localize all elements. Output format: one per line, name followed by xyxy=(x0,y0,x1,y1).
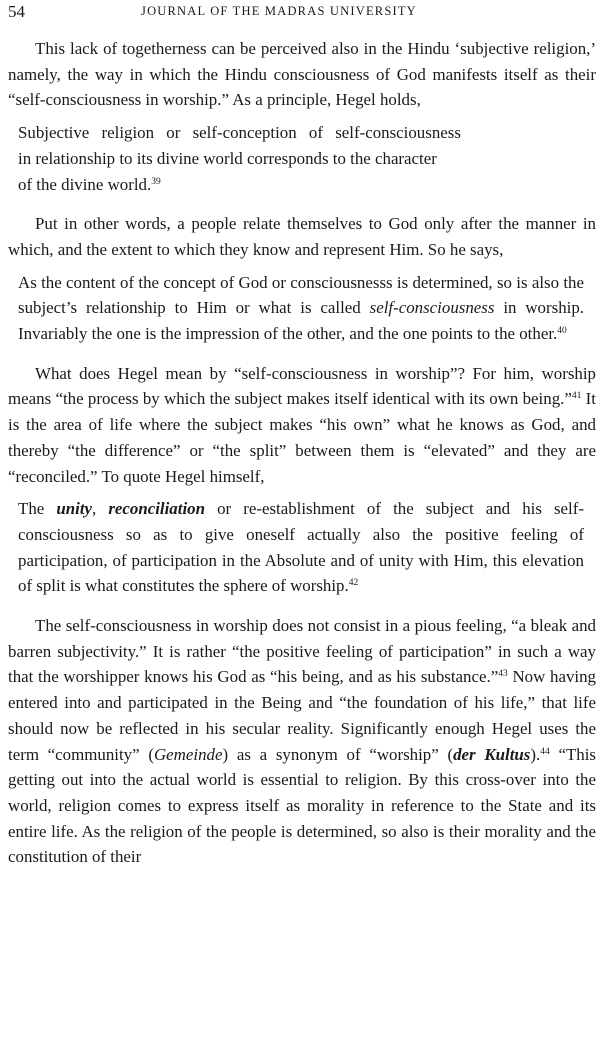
block-quote-1-line-2: in relationship to its divine world corresponds to the character xyxy=(18,148,437,168)
paragraph-4-text-c: ) as a synonym of “worship” ( xyxy=(222,744,454,764)
paragraph-4-text-a: The self-consciousness in worship does not consist in a pious feeling, “a bleak and barren subjectivity.” It is rather “the positive feeling of participation” in such a way that the worshipper knows his God as “his being, and as his substance.” xyxy=(8,616,596,687)
paragraph-2: Put in other words, a people relate themselves to God only after the manner in which, and the extent to which they know and represent Him. So he says, xyxy=(8,214,596,259)
footnote-ref-41: 41 xyxy=(571,391,582,402)
paragraph-4-emphasis-gemeinde: Gemeinde xyxy=(153,744,223,764)
block-quote-1-text-end: of the divine world. xyxy=(18,174,152,194)
running-title: JOURNAL OF THE MADRAS UNIVERSITY xyxy=(141,4,417,18)
paragraph-4-emphasis-der-kultus: der Kultus xyxy=(453,744,531,764)
paragraph-4-text-e: “This getting out into the actual world is essential to religion. By this cross-over into the world, religion comes to express itself as morality in reference to the State and its entire life. As the religion of the people is determined, so also is their morality and the constitution of their xyxy=(8,744,596,867)
block-quote-3 xyxy=(18,496,584,599)
paragraph-4-text-d: ). xyxy=(530,744,541,764)
paragraph-3 xyxy=(8,361,596,490)
paragraph-1: This lack of togetherness can be perceived also in the Hindu ‘subjective religion,’ namely, the way in which the Hindu consciousness of God manifests itself as their “self-consciousness in worship.” As a principle, Hegel holds, xyxy=(8,39,596,110)
paragraph-3-text-b: It is the area of life where the subject makes “his own” what he knows as God, and thereby “the difference” or “the split” between them is “elevated” and they are “reconciled.” To quote Hegel himself, xyxy=(8,389,596,486)
block-quote-2-text-a: As the content of the concept of God or consciousnesss is determined, so is also the subject’s relationship to Him or what is called xyxy=(18,272,584,318)
block-quote-2-text-b: in worship. Invariably the one is the impression of the other, and the one points to the other. xyxy=(18,298,585,344)
footnote-ref-44: 44 xyxy=(540,746,550,757)
block-quote-3-comma: , xyxy=(92,499,109,519)
paragraph-4-text-b: Now having entered into and participated in the Being and “the foundation of his life,” that life should now be reflected in his secular reality. Significantly enough Hegel uses the term “community” ( xyxy=(8,667,596,764)
footnote-ref-42: 42 xyxy=(348,578,359,589)
page-body xyxy=(8,36,596,870)
paragraph-3-text-a: What does Hegel mean by “self-consciousness in worship”? For him, worship means “the process by which the subject makes itself identical with its own being.” xyxy=(8,363,596,409)
footnote-ref-43: 43 xyxy=(498,669,508,680)
page-header xyxy=(8,2,596,24)
block-quote-1-line-3 xyxy=(18,172,584,198)
block-quote-2-emphasis: self-consciousness xyxy=(369,298,495,318)
block-quote-3-emphasis-unity: unity xyxy=(56,499,93,519)
block-quote-1-line-1: Subjective religion or self-conception of self-consciousness xyxy=(18,123,461,143)
document-page xyxy=(8,0,596,1041)
block-quote-2 xyxy=(18,270,584,347)
block-quote-3-text: or re-establishment of the subject and his self-consciousness so as to give oneself actually also the positive feeling of participation, of participation in the Absolute and of unity with Him, this elevation of split is what constitutes the sphere of worship. xyxy=(18,499,584,596)
page-number: 54 xyxy=(8,2,25,21)
block-quote-1 xyxy=(18,120,584,197)
footnote-ref-40: 40 xyxy=(557,326,567,337)
footnote-ref-39: 39 xyxy=(151,176,161,187)
block-quote-3-emphasis-reconciliation: reconciliation xyxy=(108,499,205,519)
block-quote-3-pre: The xyxy=(18,499,57,519)
paragraph-4 xyxy=(8,613,596,870)
